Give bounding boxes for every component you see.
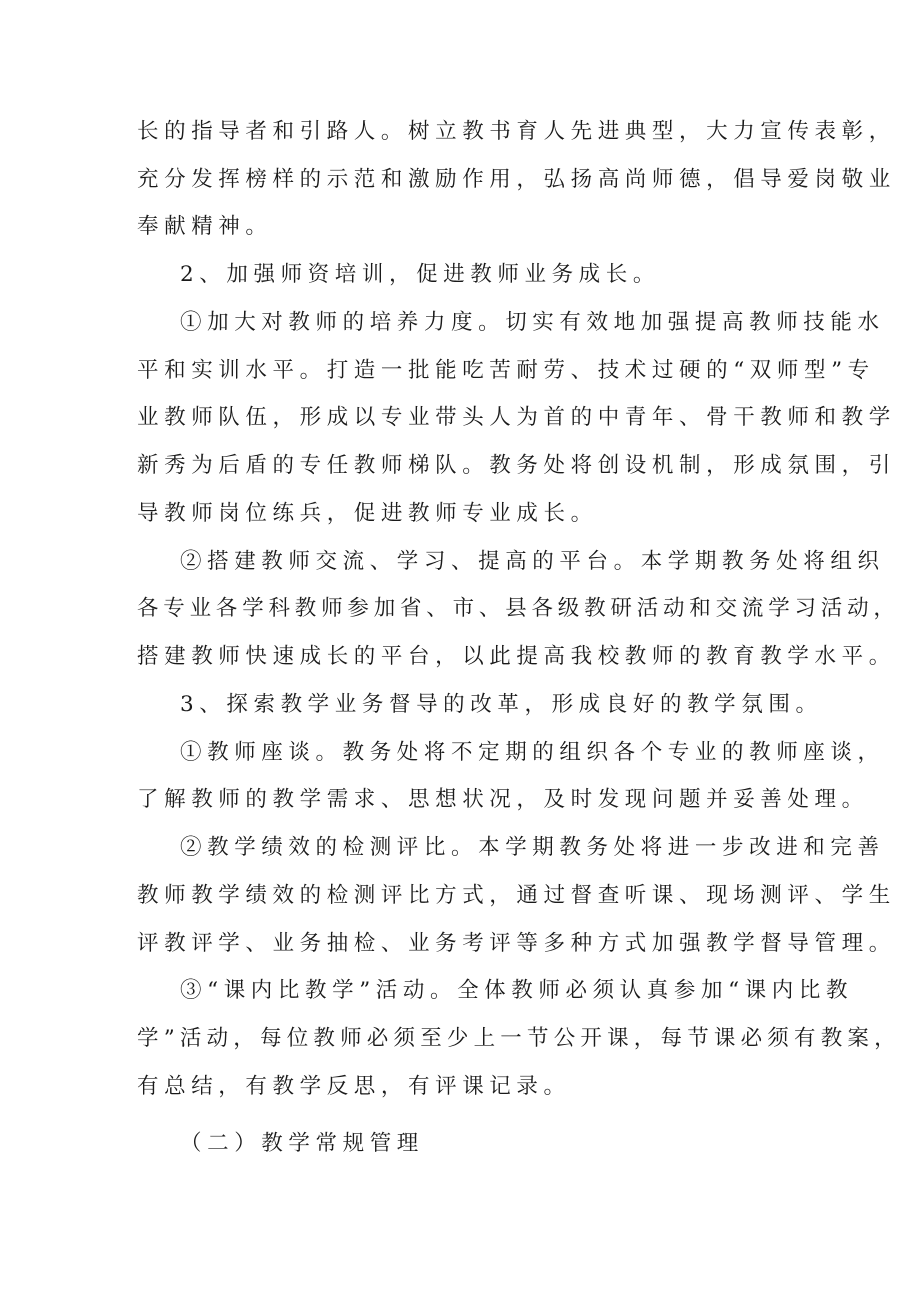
text-line: 有总结，有教学反思，有评课记录。 xyxy=(137,1074,571,1099)
text-line: 新秀为后盾的专任教师梯队。教务处将创设机制，形成氛围，引 xyxy=(137,453,896,478)
subsection-heading: （二）教学常规管理 xyxy=(180,1131,424,1156)
section-heading: 2、加强师资培训，促进教师业务成长。 xyxy=(180,262,660,287)
text-line: 长的指导者和引路人。树立教书育人先进典型，大力宣传表彰， xyxy=(137,119,896,144)
text-line: 了解教师的教学需求、思想状况，及时发现问题并妥善处理。 xyxy=(137,787,869,812)
text-line: 学”活动，每位教师必须至少上一节公开课，每节课必须有教案， xyxy=(137,1026,901,1051)
text-line: 平和实训水平。打造一批能吃苦耐劳、技术过硬的“双师型”专 xyxy=(137,358,875,383)
text-line: 各专业各学科教师参加省、市、县各级教研活动和交流学习活动， xyxy=(137,596,900,621)
text-line: 搭建教师快速成长的平台，以此提高我校教师的教育教学水平。 xyxy=(137,644,896,669)
text-line: 业教师队伍，形成以专业带头人为首的中青年、骨干教师和教学 xyxy=(137,405,896,430)
text-line: 充分发挥榜样的示范和激励作用，弘扬高尚师德，倡导爱岗敬业 xyxy=(137,167,896,192)
text-line: 奉献精神。 xyxy=(137,214,273,239)
text-line: ②教学绩效的检测评比。本学期教务处将进一步改进和完善 xyxy=(180,835,885,860)
text-line: ①教师座谈。教务处将不定期的组织各个专业的教师座谈， xyxy=(180,740,885,765)
text-line: ①加大对教师的培养力度。切实有效地加强提高教师技能水 xyxy=(180,310,885,335)
section-heading: 3、探索教学业务督导的改革，形成良好的教学氛围。 xyxy=(180,692,823,717)
text-line: 评教评学、业务抽检、业务考评等多种方式加强教学督导管理。 xyxy=(137,931,896,956)
text-line: 教师教学绩效的检测评比方式，通过督查听课、现场测评、学生 xyxy=(137,883,896,908)
text-line: 导教师岗位练兵，促进教师专业成长。 xyxy=(137,501,598,526)
text-line: ③“课内比教学”活动。全体教师必须认真参加“课内比教 xyxy=(180,978,854,1003)
text-line: ②搭建教师交流、学习、提高的平台。本学期教务处将组织 xyxy=(180,549,885,574)
